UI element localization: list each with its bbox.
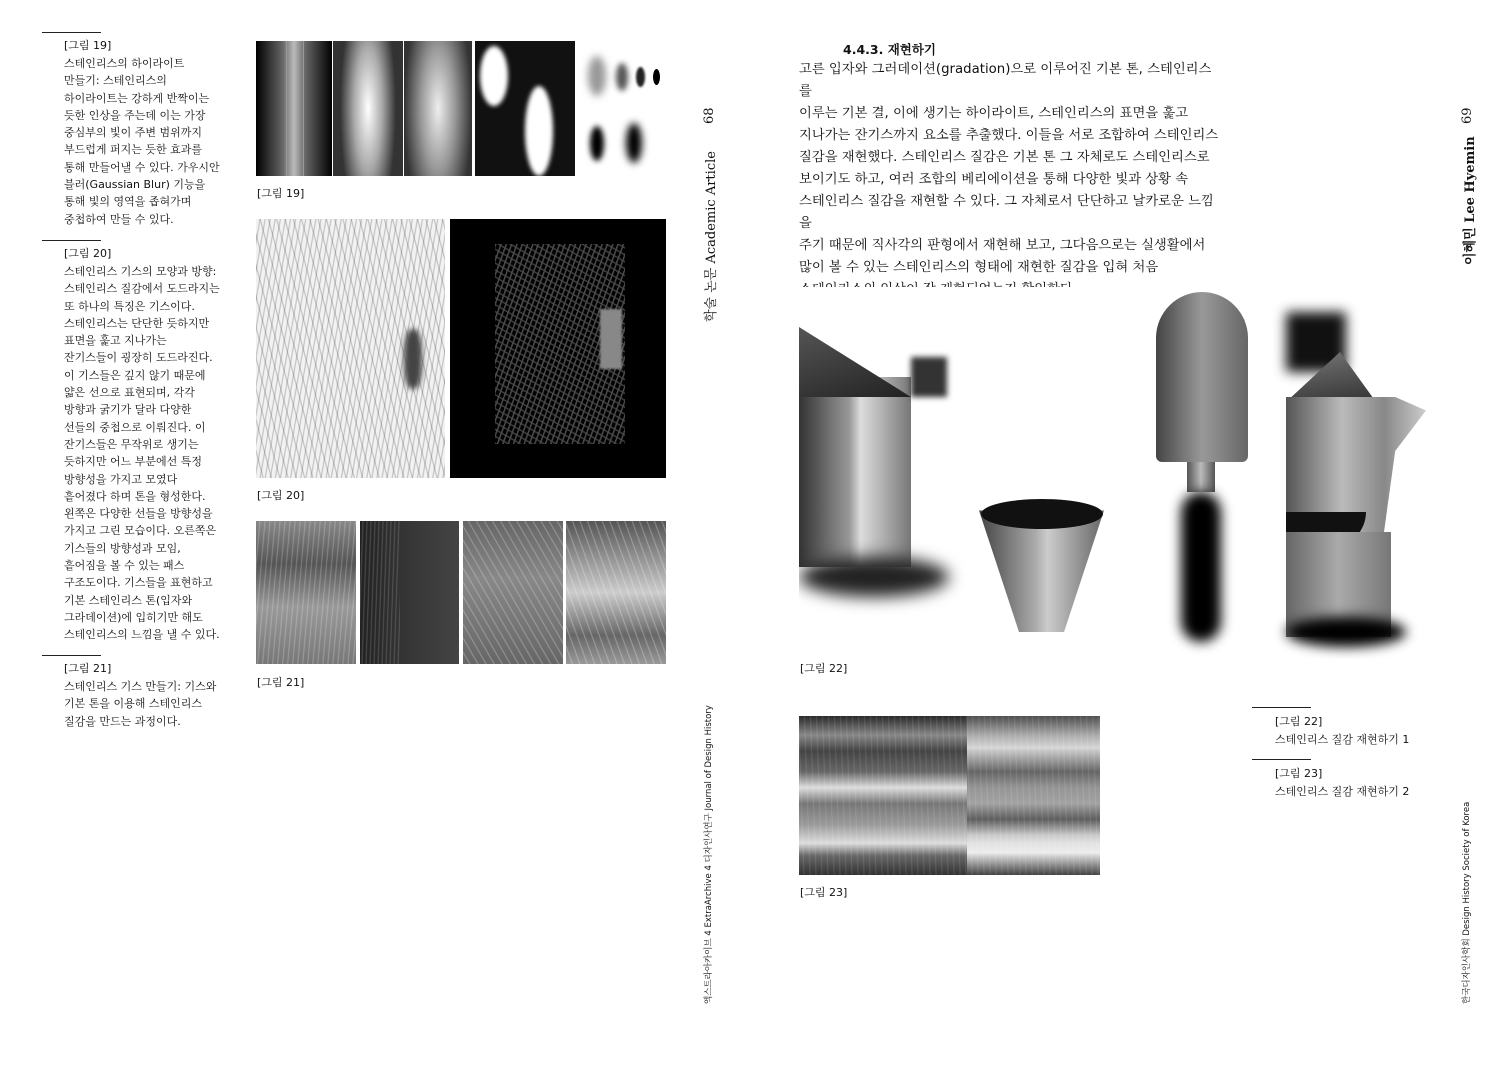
caption-fig23 — [1275, 765, 1475, 800]
caption-head: [그림 22] — [1275, 715, 1323, 728]
caption-body: 스테인리스 기스의 모양과 방향: 스테인리스 질감에서 도드라지는 또 하나의 특징은 기스이다. 스테인리스는 단단한 듯하지만 표면을 훑고 지나가는 잔기스들이 굉장히 도드라진다. 이 기스들은 깊지 않기 때문에 얇은 선으로 표현되며, 각각 방향과 굵기가 달라 다양한 선들의 중첩으로 이뤄진다. 이 잔기스들은 무작위로 생기는 듯하지만 어느 부분에선 특정 방향성을 가지고 모였다 흩어졌다 하며 톤을 형성한다. 왼쪽은 다양한 선들을 방향성을 가지고 그린 모습이다. 오른쪽은 기스들의 방향성과 모임, 흩어짐을 볼 수 있는 패스 구조도이다. 기스들을 표현하고 기본 스테인리스 톤(입자와 그라데이션)에 입히기만 해도 스테인리스의 느낌을 낼 수 있다. — [64, 265, 220, 642]
caption-fig19 — [64, 37, 234, 228]
caption-fig20 — [64, 245, 234, 644]
caption-rule — [1252, 707, 1311, 708]
caption-rule — [42, 32, 101, 33]
figure-22-label: [그림 22] — [800, 662, 848, 675]
figure-19-panel-4 — [475, 41, 575, 176]
figure-19-label: [그림 19] — [257, 187, 305, 200]
figure-19-panel-5 — [578, 41, 666, 176]
society-line: 한국디자인사학회 Design History Society of Korea — [1462, 801, 1472, 1004]
figure-20-scratches — [256, 219, 445, 478]
caption-fig22 — [1275, 713, 1475, 748]
body-paragraph: 고른 입자와 그러데이션(gradation)으로 이루어진 기본 톤, 스테인리스를 이루는 기본 결, 이에 생기는 하이라이트, 스테인리스의 표면을 훑고 지나가는 잔기스까지 요소를 추출했다. 이들을 서로 조합하여 스테인리스 질감을 재현했다. 스테인리스 질감은 기본 톤 그 자체로도 스테인리스로 보이기도 하고, 여러 조합의 베리에이션을 통해 다양한 빛과 상황 속 스테인리스 질감을 재현할 수 있다. 그 자체로서 단단하고 날카로운 느낌을 주기 때문에 직사각의 판형에서 재현해 보고, 그다음으로는 실생활에서 많이 볼 수 있는 스테인리스의 형태에 재현한 질감을 입혀 처음 — [799, 62, 1219, 275]
figure-21-panel-2 — [360, 521, 459, 664]
caption-rule — [1252, 759, 1311, 760]
caption-head: [그림 19] — [64, 39, 112, 52]
figure-21-panel-3 — [463, 521, 563, 664]
figure-21-panel-1 — [256, 521, 356, 664]
page-number-left: 68 — [702, 107, 717, 124]
figure-20-label: [그림 20] — [257, 489, 305, 502]
figure-22-render — [799, 287, 1429, 659]
journal-line: 엑스트라아카이브 4 ExtraArchive 4 디자인사연구 Journal of Design History — [704, 705, 714, 1004]
caption-body: 스테인리스 기스 만들기: 기스와 기본 톤을 이용해 스테인리스 질감을 만드는 과정이다. — [64, 680, 217, 728]
figure-19-panel-1 — [256, 41, 332, 176]
caption-body: 스테인리스 질감 재현하기 1 — [1275, 733, 1410, 746]
figure-20-path-diagram — [450, 219, 666, 478]
figure-23-label: [그림 23] — [800, 886, 848, 899]
figure-19-panel-2 — [333, 41, 403, 176]
author-name: 이혜민 Lee Hyemin — [1463, 136, 1478, 265]
caption-head: [그림 21] — [64, 662, 112, 675]
figure-21-label: [그림 21] — [257, 676, 305, 689]
caption-body: 스테인리스 질감 재현하기 2 — [1275, 785, 1410, 798]
page-number-right: 69 — [1460, 107, 1475, 124]
figure-21-panel-4 — [566, 521, 666, 664]
caption-head: [그림 20] — [64, 247, 112, 260]
caption-rule — [42, 240, 101, 241]
figure-19-panel-3 — [404, 41, 472, 176]
caption-fig21 — [64, 660, 234, 730]
caption-body: 스테인리스의 하이라이트 만들기: 스테인리스의 하이라이트는 강하게 반짝이는 듯한 인상을 주는데 이는 가장 중심부의 빛이 주변 범위까지 부드럽게 퍼지는 듯한 효과를 통해 만들어낼 수 있다. 가우시안 블러(Gaussian Blur) 기능을 통해 빛의 영역을 좁혀가며 중첩하여 만들 수 있다. — [64, 57, 220, 226]
running-head: 학술 논문 Academic Article — [704, 151, 719, 322]
caption-head: [그림 23] — [1275, 767, 1323, 780]
figure-23-render — [799, 716, 1100, 875]
section-heading: 4.4.3. 재현하기 — [843, 42, 936, 57]
caption-rule — [42, 655, 101, 656]
